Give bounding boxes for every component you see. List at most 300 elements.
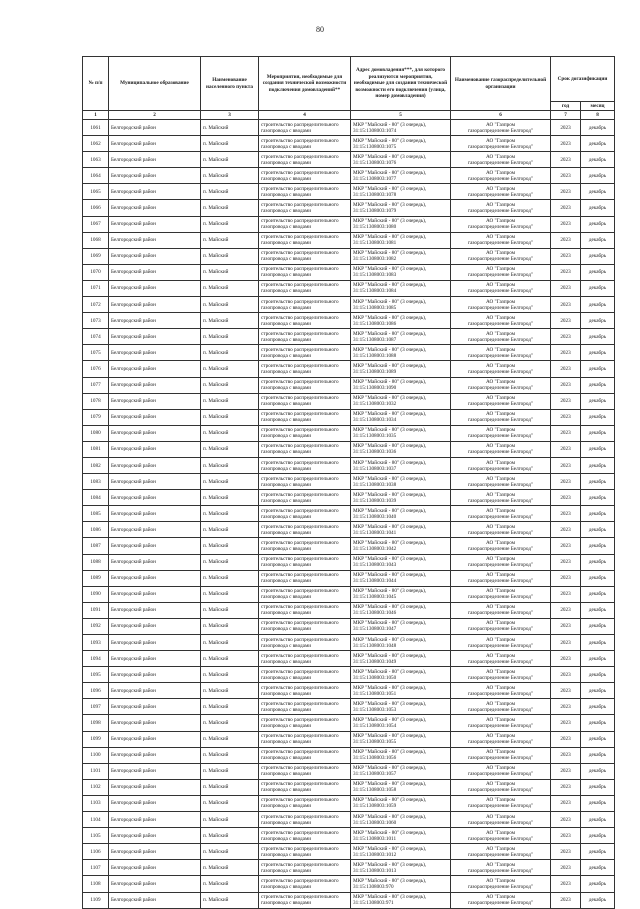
month-cell: декабрь bbox=[581, 844, 615, 860]
address-cell-line: 31:15:1308003:1082 bbox=[353, 256, 397, 263]
column-number: 2 bbox=[109, 111, 201, 120]
header-year: год bbox=[551, 102, 581, 111]
organization-cell-line: газораспределение Белгород" bbox=[467, 336, 534, 343]
address-cell bbox=[351, 120, 451, 136]
measure-cell-line: строительство распределительного bbox=[261, 717, 339, 724]
organization-cell bbox=[451, 747, 551, 763]
table-row bbox=[83, 457, 615, 473]
table-row bbox=[83, 409, 615, 425]
municipality-cell: Белгородский район bbox=[109, 586, 201, 602]
measure-cell-line: строительство распределительного bbox=[261, 234, 339, 241]
address-cell-line: 31:15:1308003:1079 bbox=[353, 208, 397, 215]
column-number: 4 bbox=[259, 111, 351, 120]
table-body bbox=[83, 120, 615, 909]
settlement-cell: п. Майский bbox=[201, 699, 259, 715]
month-cell: декабрь bbox=[581, 731, 615, 747]
month-cell: декабрь bbox=[581, 200, 615, 216]
address-cell-line: 31:15:1308003:1089 bbox=[353, 368, 397, 375]
measure-cell-line: газопровода с вводами bbox=[261, 417, 312, 424]
organization-cell-line: газораспределение Белгород" bbox=[467, 755, 534, 762]
address-cell bbox=[351, 200, 451, 216]
address-cell-line: 31:15:1308003:1060 bbox=[353, 819, 397, 826]
organization-cell-line: газораспределение Белгород" bbox=[467, 352, 534, 359]
measure-cell-line: газопровода с вводами bbox=[261, 851, 312, 858]
organization-cell-line: газораспределение Белгород" bbox=[467, 900, 534, 907]
address-cell-line: МКР "Майский - 80" (3 очередь), bbox=[353, 539, 427, 546]
measure-cell-line: газопровода с вводами bbox=[261, 208, 312, 215]
address-cell-line: 31:15:1308003:1050 bbox=[353, 674, 397, 681]
year-cell: 2023 bbox=[551, 377, 581, 393]
measure-cell-line: газопровода с вводами bbox=[261, 739, 312, 746]
organization-cell bbox=[451, 812, 551, 828]
settlement-cell: п. Майский bbox=[201, 313, 259, 329]
settlement-cell: п. Майский bbox=[201, 248, 259, 264]
month-cell: декабрь bbox=[581, 602, 615, 618]
address-cell-line: МКР "Майский - 80" (3 очередь), bbox=[353, 604, 427, 611]
month-cell: декабрь bbox=[581, 425, 615, 441]
address-cell-line: МКР "Майский - 80" (3 очередь), bbox=[353, 362, 427, 369]
row-number: 1074 bbox=[83, 329, 109, 345]
measure-cell-line: газопровода с вводами bbox=[261, 610, 312, 617]
address-cell bbox=[351, 474, 451, 490]
address-cell bbox=[351, 457, 451, 473]
column-number: 5 bbox=[351, 111, 451, 120]
settlement-cell: п. Майский bbox=[201, 844, 259, 860]
table-row bbox=[83, 860, 615, 876]
address-cell-line: 31:15:1308003:1090 bbox=[353, 385, 397, 392]
address-cell-line: 31:15:1308003:1040 bbox=[353, 513, 397, 520]
measure-cell-line: строительство распределительного bbox=[261, 443, 339, 450]
table-row bbox=[83, 345, 615, 361]
measure-cell-line: газопровода с вводами bbox=[261, 175, 312, 182]
address-cell-line: МКР "Майский - 80" (3 очередь), bbox=[353, 137, 427, 144]
header-month: месяц bbox=[581, 102, 615, 111]
settlement-cell: п. Майский bbox=[201, 216, 259, 232]
measure-cell-line: газопровода с вводами bbox=[261, 497, 312, 504]
address-cell-line: 31:15:1308003:1076 bbox=[353, 159, 397, 166]
measure-cell-line: газопровода с вводами bbox=[261, 143, 312, 150]
municipality-cell: Белгородский район bbox=[109, 313, 201, 329]
municipality-cell: Белгородский район bbox=[109, 280, 201, 296]
organization-cell-line: газораспределение Белгород" bbox=[467, 288, 534, 295]
measure-cell-line: строительство распределительного bbox=[261, 829, 339, 836]
address-cell bbox=[351, 538, 451, 554]
address-cell bbox=[351, 409, 451, 425]
address-cell bbox=[351, 184, 451, 200]
row-number: 1095 bbox=[83, 667, 109, 683]
address-cell-line: 31:15:1308003:1085 bbox=[353, 304, 397, 311]
address-cell-line: 31:15:1308003:1042 bbox=[353, 545, 397, 552]
address-cell bbox=[351, 522, 451, 538]
row-number: 1076 bbox=[83, 361, 109, 377]
organization-cell-line: АО "Газпром bbox=[485, 411, 516, 418]
month-cell: декабрь bbox=[581, 779, 615, 795]
organization-cell bbox=[451, 844, 551, 860]
measure-cell-line: газопровода с вводами bbox=[261, 256, 312, 263]
address-cell-line: МКР "Майский - 80" (3 очередь), bbox=[353, 829, 427, 836]
address-cell bbox=[351, 297, 451, 313]
organization-cell bbox=[451, 635, 551, 651]
table-row bbox=[83, 216, 615, 232]
measure-cell-line: строительство распределительного bbox=[261, 556, 339, 563]
address-cell bbox=[351, 264, 451, 280]
measure-cell-line: строительство распределительного bbox=[261, 330, 339, 337]
measure-cell-line: строительство распределительного bbox=[261, 491, 339, 498]
address-cell-line: 31:15:1308003:1080 bbox=[353, 224, 397, 231]
column-number: 3 bbox=[201, 111, 259, 120]
measure-cell bbox=[259, 763, 351, 779]
organization-cell-line: газораспределение Белгород" bbox=[467, 883, 534, 890]
address-cell bbox=[351, 602, 451, 618]
measure-cell-line: строительство распределительного bbox=[261, 121, 339, 128]
organization-cell-line: АО "Газпром bbox=[485, 781, 516, 788]
row-number: 1065 bbox=[83, 184, 109, 200]
organization-cell-line: АО "Газпром bbox=[485, 298, 516, 305]
year-cell: 2023 bbox=[551, 635, 581, 651]
address-cell bbox=[351, 441, 451, 457]
municipality-cell: Белгородский район bbox=[109, 232, 201, 248]
table-row bbox=[83, 329, 615, 345]
address-cell bbox=[351, 651, 451, 667]
organization-cell-line: АО "Газпром bbox=[485, 668, 516, 675]
measure-cell-line: строительство распределительного bbox=[261, 813, 339, 820]
organization-cell bbox=[451, 618, 551, 634]
settlement-cell: п. Майский bbox=[201, 136, 259, 152]
organization-cell-line: АО "Газпром bbox=[485, 427, 516, 434]
address-cell-line: МКР "Майский - 80" (3 очередь), bbox=[353, 298, 427, 305]
organization-cell-line: АО "Газпром bbox=[485, 829, 516, 836]
row-number: 1107 bbox=[83, 860, 109, 876]
measure-cell-line: строительство распределительного bbox=[261, 362, 339, 369]
month-cell: декабрь bbox=[581, 892, 615, 908]
measure-cell-line: строительство распределительного bbox=[261, 266, 339, 273]
settlement-cell: п. Майский bbox=[201, 570, 259, 586]
organization-cell bbox=[451, 876, 551, 892]
organization-cell bbox=[451, 409, 551, 425]
measure-cell bbox=[259, 586, 351, 602]
address-cell-line: МКР "Майский - 80" (3 очередь), bbox=[353, 717, 427, 724]
organization-cell-line: АО "Газпром bbox=[485, 362, 516, 369]
organization-cell-line: АО "Газпром bbox=[485, 153, 516, 160]
organization-cell-line: газораспределение Белгород" bbox=[467, 465, 534, 472]
address-cell-line: МКР "Майский - 80" (3 очередь), bbox=[353, 684, 427, 691]
measure-cell-line: строительство распределительного bbox=[261, 250, 339, 257]
organization-cell-line: газораспределение Белгород" bbox=[467, 368, 534, 375]
measure-cell bbox=[259, 297, 351, 313]
measure-cell bbox=[259, 506, 351, 522]
month-cell: декабрь bbox=[581, 812, 615, 828]
measure-cell-line: газопровода с вводами bbox=[261, 513, 312, 520]
organization-cell bbox=[451, 184, 551, 200]
row-number: 1078 bbox=[83, 393, 109, 409]
organization-cell bbox=[451, 715, 551, 731]
settlement-cell: п. Майский bbox=[201, 715, 259, 731]
organization-cell bbox=[451, 763, 551, 779]
year-cell: 2023 bbox=[551, 361, 581, 377]
address-cell-line: МКР "Майский - 80" (3 очередь), bbox=[353, 668, 427, 675]
address-cell-line: МКР "Майский - 80" (3 очередь), bbox=[353, 861, 427, 868]
address-cell bbox=[351, 779, 451, 795]
organization-cell bbox=[451, 377, 551, 393]
address-cell-line: МКР "Майский - 80" (3 очередь), bbox=[353, 153, 427, 160]
address-cell-line: МКР "Майский - 80" (3 очередь), bbox=[353, 507, 427, 514]
settlement-cell: п. Майский bbox=[201, 506, 259, 522]
year-cell: 2023 bbox=[551, 860, 581, 876]
measure-cell-line: строительство распределительного bbox=[261, 523, 339, 530]
measure-cell bbox=[259, 168, 351, 184]
address-cell-line: 31:15:1308003:1043 bbox=[353, 562, 397, 569]
address-cell-line: МКР "Майский - 80" (3 очередь), bbox=[353, 523, 427, 530]
table-row bbox=[83, 297, 615, 313]
municipality-cell: Белгородский район bbox=[109, 120, 201, 136]
month-cell: декабрь bbox=[581, 876, 615, 892]
row-number: 1061 bbox=[83, 120, 109, 136]
measure-cell-line: газопровода с вводами bbox=[261, 529, 312, 536]
address-cell-line: 31:15:1308003:1077 bbox=[353, 175, 397, 182]
column-number-row bbox=[83, 111, 615, 120]
organization-cell bbox=[451, 651, 551, 667]
organization-cell-line: АО "Газпром bbox=[485, 894, 516, 901]
organization-cell-line: газораспределение Белгород" bbox=[467, 240, 534, 247]
address-cell-line: МКР "Майский - 80" (3 очередь), bbox=[353, 266, 427, 273]
address-cell bbox=[351, 280, 451, 296]
settlement-cell: п. Майский bbox=[201, 393, 259, 409]
year-cell: 2023 bbox=[551, 828, 581, 844]
address-cell-line: 31:15:1308003:1051 bbox=[353, 690, 397, 697]
settlement-cell: п. Майский bbox=[201, 345, 259, 361]
address-cell-line: 31:15:1308003:1053 bbox=[353, 706, 397, 713]
address-cell-line: 31:15:1308003:1011 bbox=[353, 835, 397, 842]
row-number: 1084 bbox=[83, 490, 109, 506]
measure-cell bbox=[259, 538, 351, 554]
organization-cell-line: АО "Газпром bbox=[485, 813, 516, 820]
settlement-cell: п. Майский bbox=[201, 860, 259, 876]
organization-cell-line: газораспределение Белгород" bbox=[467, 159, 534, 166]
measure-cell bbox=[259, 618, 351, 634]
row-number: 1081 bbox=[83, 441, 109, 457]
table-row bbox=[83, 731, 615, 747]
measure-cell-line: строительство распределительного bbox=[261, 169, 339, 176]
municipality-cell: Белгородский район bbox=[109, 329, 201, 345]
month-cell: декабрь bbox=[581, 715, 615, 731]
measure-cell bbox=[259, 377, 351, 393]
address-cell-line: 31:15:1308003:1081 bbox=[353, 240, 397, 247]
municipality-cell: Белгородский район bbox=[109, 731, 201, 747]
column-number: 6 bbox=[451, 111, 551, 120]
month-cell: декабрь bbox=[581, 554, 615, 570]
measure-cell-line: строительство распределительного bbox=[261, 507, 339, 514]
table-row bbox=[83, 506, 615, 522]
measure-cell-line: газопровода с вводами bbox=[261, 690, 312, 697]
address-cell bbox=[351, 216, 451, 232]
measure-cell-line: строительство распределительного bbox=[261, 314, 339, 321]
address-cell-line: МКР "Майский - 80" (3 очередь), bbox=[353, 427, 427, 434]
measure-cell-line: строительство распределительного bbox=[261, 765, 339, 772]
address-cell-line: 31:15:1308003:1056 bbox=[353, 755, 397, 762]
measure-cell-line: строительство распределительного bbox=[261, 733, 339, 740]
measure-cell-line: строительство распределительного bbox=[261, 588, 339, 595]
organization-cell bbox=[451, 731, 551, 747]
address-cell-line: 31:15:1308003:1032 bbox=[353, 401, 397, 408]
municipality-cell: Белгородский район bbox=[109, 763, 201, 779]
year-cell: 2023 bbox=[551, 812, 581, 828]
table-row bbox=[83, 264, 615, 280]
column-number: 1 bbox=[83, 111, 109, 120]
measure-cell-line: строительство распределительного bbox=[261, 684, 339, 691]
measure-cell-line: строительство распределительного bbox=[261, 781, 339, 788]
organization-cell-line: АО "Газпром bbox=[485, 234, 516, 241]
organization-cell-line: газораспределение Белгород" bbox=[467, 835, 534, 842]
settlement-cell: п. Майский bbox=[201, 232, 259, 248]
organization-cell bbox=[451, 667, 551, 683]
row-number: 1086 bbox=[83, 522, 109, 538]
measure-cell-line: строительство распределительного bbox=[261, 877, 339, 884]
organization-cell bbox=[451, 522, 551, 538]
month-cell: декабрь bbox=[581, 361, 615, 377]
organization-cell-line: АО "Газпром bbox=[485, 266, 516, 273]
measure-cell-line: газопровода с вводами bbox=[261, 883, 312, 890]
address-cell-line: МКР "Майский - 80" (3 очередь), bbox=[353, 813, 427, 820]
organization-cell bbox=[451, 425, 551, 441]
address-cell bbox=[351, 892, 451, 908]
measure-cell bbox=[259, 892, 351, 908]
organization-cell-line: АО "Газпром bbox=[485, 588, 516, 595]
organization-cell-line: газораспределение Белгород" bbox=[467, 320, 534, 327]
settlement-cell: п. Майский bbox=[201, 828, 259, 844]
row-number: 1097 bbox=[83, 699, 109, 715]
row-number: 1109 bbox=[83, 892, 109, 908]
year-cell: 2023 bbox=[551, 747, 581, 763]
settlement-cell: п. Майский bbox=[201, 361, 259, 377]
year-cell: 2023 bbox=[551, 280, 581, 296]
measure-cell-line: газопровода с вводами bbox=[261, 755, 312, 762]
settlement-cell: п. Майский bbox=[201, 425, 259, 441]
organization-cell-line: АО "Газпром bbox=[485, 379, 516, 386]
month-cell: декабрь bbox=[581, 618, 615, 634]
municipality-cell: Белгородский район bbox=[109, 441, 201, 457]
municipality-cell: Белгородский район bbox=[109, 779, 201, 795]
address-cell-line: МКР "Майский - 80" (3 очередь), bbox=[353, 234, 427, 241]
settlement-cell: п. Майский bbox=[201, 554, 259, 570]
row-number: 1104 bbox=[83, 812, 109, 828]
address-cell-line: 31:15:1308003:971 bbox=[353, 900, 394, 907]
organization-cell-line: газораспределение Белгород" bbox=[467, 771, 534, 778]
table-row bbox=[83, 795, 615, 811]
organization-cell-line: газораспределение Белгород" bbox=[467, 851, 534, 858]
table-row bbox=[83, 361, 615, 377]
row-number: 1082 bbox=[83, 457, 109, 473]
measure-cell bbox=[259, 812, 351, 828]
measure-cell bbox=[259, 441, 351, 457]
address-cell bbox=[351, 844, 451, 860]
organization-cell-line: газораспределение Белгород" bbox=[467, 127, 534, 134]
organization-cell-line: АО "Газпром bbox=[485, 491, 516, 498]
address-cell bbox=[351, 715, 451, 731]
month-cell: декабрь bbox=[581, 120, 615, 136]
measure-cell-line: строительство распределительного bbox=[261, 202, 339, 209]
measure-cell-line: газопровода с вводами bbox=[261, 449, 312, 456]
municipality-cell: Белгородский район bbox=[109, 297, 201, 313]
address-cell-line: МКР "Майский - 80" (3 очередь), bbox=[353, 475, 427, 482]
table-row bbox=[83, 844, 615, 860]
measure-cell-line: строительство распределительного bbox=[261, 411, 339, 418]
year-cell: 2023 bbox=[551, 264, 581, 280]
month-cell: декабрь bbox=[581, 393, 615, 409]
address-cell-line: 31:15:1308003:1087 bbox=[353, 336, 397, 343]
organization-cell bbox=[451, 860, 551, 876]
row-number: 1068 bbox=[83, 232, 109, 248]
settlement-cell: п. Майский bbox=[201, 280, 259, 296]
row-number: 1070 bbox=[83, 264, 109, 280]
row-number: 1062 bbox=[83, 136, 109, 152]
address-cell-line: 31:15:1308003:1048 bbox=[353, 642, 397, 649]
header-measure: Мероприятия, необходимые для создания технической возможности подключения домовладений** bbox=[259, 57, 351, 111]
measure-cell bbox=[259, 747, 351, 763]
municipality-cell: Белгородский район bbox=[109, 168, 201, 184]
settlement-cell: п. Майский bbox=[201, 651, 259, 667]
organization-cell-line: АО "Газпром bbox=[485, 717, 516, 724]
organization-cell-line: газораспределение Белгород" bbox=[467, 304, 534, 311]
organization-cell bbox=[451, 136, 551, 152]
month-cell: декабрь bbox=[581, 280, 615, 296]
year-cell: 2023 bbox=[551, 795, 581, 811]
organization-cell bbox=[451, 264, 551, 280]
row-number: 1091 bbox=[83, 602, 109, 618]
year-cell: 2023 bbox=[551, 779, 581, 795]
address-cell-line: 31:15:1308003:1034 bbox=[353, 417, 397, 424]
year-cell: 2023 bbox=[551, 216, 581, 232]
address-cell-line: МКР "Майский - 80" (3 очередь), bbox=[353, 169, 427, 176]
measure-cell bbox=[259, 683, 351, 699]
organization-cell-line: газораспределение Белгород" bbox=[467, 706, 534, 713]
address-cell-line: 31:15:1308003:1059 bbox=[353, 803, 397, 810]
page-number: 80 bbox=[316, 25, 324, 34]
organization-cell bbox=[451, 779, 551, 795]
municipality-cell: Белгородский район bbox=[109, 618, 201, 634]
settlement-cell: п. Майский bbox=[201, 474, 259, 490]
municipality-cell: Белгородский район bbox=[109, 425, 201, 441]
measure-cell bbox=[259, 667, 351, 683]
measure-cell bbox=[259, 136, 351, 152]
address-cell-line: 31:15:1308003:1049 bbox=[353, 658, 397, 665]
row-number: 1071 bbox=[83, 280, 109, 296]
measure-cell-line: газопровода с вводами bbox=[261, 288, 312, 295]
address-cell-line: 31:15:1308003:1057 bbox=[353, 771, 397, 778]
address-cell-line: МКР "Майский - 80" (3 очередь), bbox=[353, 346, 427, 353]
settlement-cell: п. Майский bbox=[201, 264, 259, 280]
settlement-cell: п. Майский bbox=[201, 377, 259, 393]
year-cell: 2023 bbox=[551, 393, 581, 409]
column-number: 8 bbox=[581, 111, 615, 120]
month-cell: декабрь bbox=[581, 538, 615, 554]
settlement-cell: п. Майский bbox=[201, 297, 259, 313]
month-cell: декабрь bbox=[581, 184, 615, 200]
organization-cell-line: газораспределение Белгород" bbox=[467, 208, 534, 215]
measure-cell-line: строительство распределительного bbox=[261, 185, 339, 192]
address-cell-line: МКР "Майский - 80" (3 очередь), bbox=[353, 588, 427, 595]
measure-cell bbox=[259, 425, 351, 441]
measure-cell-line: газопровода с вводами bbox=[261, 562, 312, 569]
address-cell-line: 31:15:1308003:1047 bbox=[353, 626, 397, 633]
month-cell: декабрь bbox=[581, 409, 615, 425]
measure-cell-line: строительство распределительного bbox=[261, 218, 339, 225]
measure-cell-line: газопровода с вводами bbox=[261, 706, 312, 713]
month-cell: декабрь bbox=[581, 248, 615, 264]
measure-cell-line: газопровода с вводами bbox=[261, 787, 312, 794]
municipality-cell: Белгородский район bbox=[109, 490, 201, 506]
address-cell bbox=[351, 635, 451, 651]
address-cell-line: 31:15:1308003:1046 bbox=[353, 610, 397, 617]
